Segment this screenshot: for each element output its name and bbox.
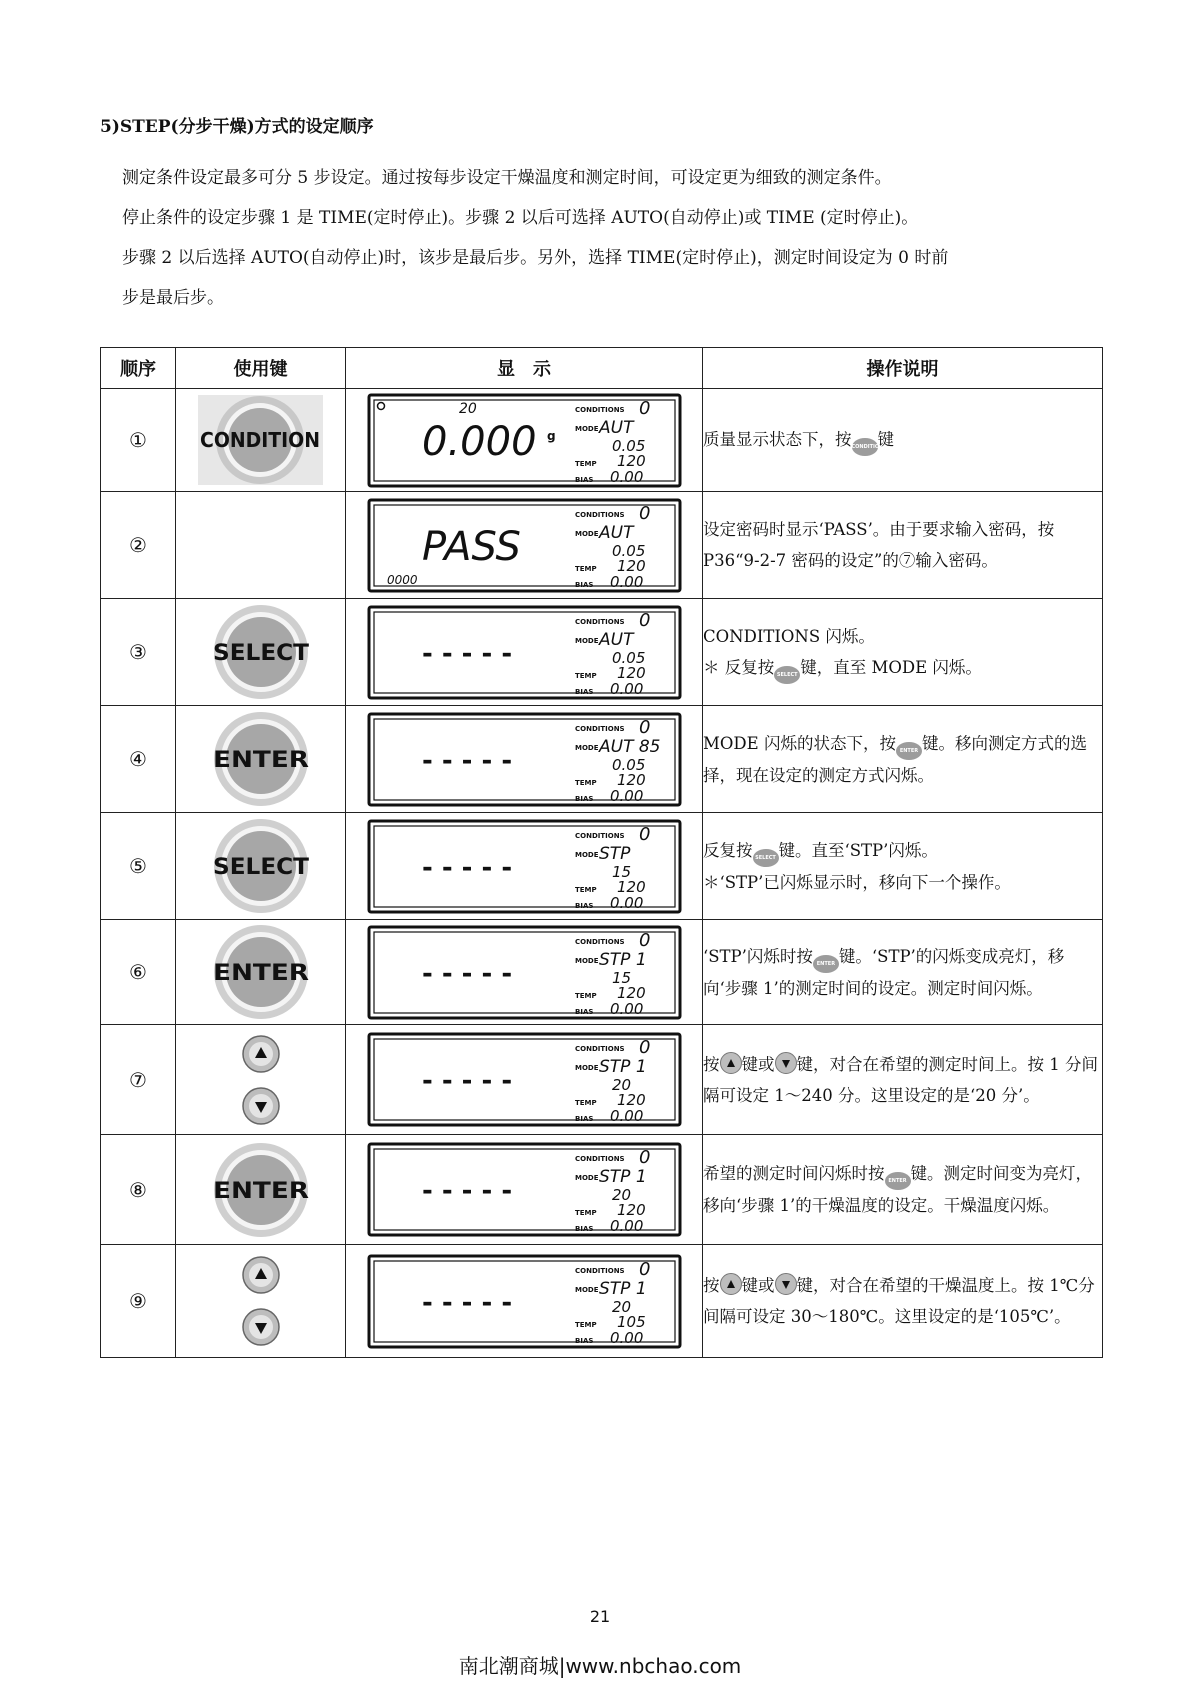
lcd-bias-value: 0.00: [609, 786, 643, 805]
lcd-conditions-label: CONDITIONS: [574, 405, 625, 414]
description-text: ‘STP’闪烁时按: [703, 946, 813, 966]
description-text: 键，直至 MODE 闪烁。: [800, 657, 982, 677]
lcd-mode-label: MODE: [574, 529, 599, 538]
description-text: 键。‘STP’的闪烁变成亮灯，移向‘步骤 1’的测定时间的设定。测定时间闪烁。: [703, 946, 1065, 998]
lcd-conditions-value: 0: [638, 1147, 650, 1168]
description-paragraph: [703, 728, 1102, 791]
footer-watermark: 南北潮商城|www.nbchao.com: [458, 1654, 742, 1678]
description-paragraph: [703, 652, 1102, 684]
lcd-temp-label: TEMP: [574, 564, 597, 573]
table-row: [101, 492, 1103, 599]
down-arrow-icon: [775, 1273, 797, 1295]
lcd-conditions-value: 0: [638, 716, 650, 738]
table-row: [101, 1245, 1103, 1358]
lcd-mid-value: 20: [611, 1297, 631, 1316]
table-row: [101, 1135, 1103, 1245]
lcd-mode-value: AUT: [598, 522, 633, 543]
enter-button[interactable]: [176, 1140, 345, 1240]
lcd-temp-value: 105: [616, 1312, 646, 1331]
enter-key-icon: ENTER: [885, 1172, 911, 1190]
lcd-conditions-label: CONDITIONS: [574, 724, 625, 733]
lcd-mid-value: 15: [611, 968, 631, 987]
lcd-conditions-label: CONDITIONS: [574, 1266, 625, 1275]
lcd-mode-value: STP 1: [598, 1278, 647, 1299]
lcd-conditions-value: 0: [638, 397, 650, 419]
lcd-display: [346, 1142, 702, 1237]
lcd-temp-value: 120: [616, 877, 646, 896]
header-order: 顺序: [101, 348, 176, 389]
button-label: ENTER: [212, 1178, 309, 1204]
button-label: ENTER: [212, 961, 309, 986]
lcd-conditions-value: 0: [638, 609, 650, 631]
description-paragraph: [703, 1270, 1102, 1332]
lcd-mid-value: 0.05: [611, 436, 645, 455]
lcd-temp-label: TEMP: [574, 1099, 597, 1107]
description-text: 设定密码时显示‘PASS’。由于要求输入密码，按 P36“9-2-7 密码的设定”的⑦输入密码。: [703, 520, 1055, 570]
condition-key-icon: CONDITION: [852, 438, 878, 456]
arrow-key-group: [176, 1255, 345, 1347]
button-label: CONDITION: [200, 428, 320, 452]
lcd-dash-readout: - - - - -: [421, 1287, 512, 1318]
up-arrow-button[interactable]: [241, 1255, 281, 1295]
lcd-main-readout: PASS: [421, 523, 521, 570]
lcd-temp-label: TEMP: [574, 459, 597, 468]
lcd-display: [346, 1254, 702, 1349]
lcd-temp-value: 120: [616, 770, 646, 789]
intro-line: 测定条件设定最多可分 5 步设定。通过按每步设定干燥温度和测定时间，可设定更为细致的测定条件。: [122, 168, 892, 188]
table-row: [101, 1025, 1103, 1135]
lcd-mid-value: 15: [611, 862, 631, 881]
arrow-key-group: [176, 1034, 345, 1126]
lcd-conditions-label: CONDITIONS: [574, 510, 625, 519]
description-cell: [703, 599, 1103, 706]
step-number: ②: [101, 492, 176, 599]
header-key: 使用键: [176, 348, 346, 389]
lcd-conditions-value: 0: [638, 1258, 650, 1280]
display-cell: [346, 492, 703, 599]
table-row: [101, 389, 1103, 492]
display-cell: [346, 1135, 703, 1245]
lcd-temp-value: 120: [616, 1091, 646, 1109]
select-button[interactable]: [176, 602, 345, 702]
lcd-temp-label: TEMP: [574, 1320, 597, 1329]
description-paragraph: [703, 867, 1102, 898]
lcd-top-temp: 20: [458, 400, 477, 417]
key-cell: [176, 599, 346, 706]
description-cell: [703, 706, 1103, 813]
display-cell: [346, 920, 703, 1025]
lcd-mode-value: STP 1: [598, 1167, 647, 1187]
description-text: 键，对合在希望的测定时间上。按 1 分间隔可设定 1～240 分。这里设定的是‘20 分’。: [703, 1054, 1098, 1105]
step-number: ③: [101, 599, 176, 706]
lcd-bias-label: BIAS: [574, 1336, 593, 1345]
intro-line: 停止条件的设定步骤 1 是 TIME(定时停止)。步骤 2 以后可选择 AUTO(自动停止)或 TIME (定时停止)。: [122, 208, 919, 228]
description-text: 按: [703, 1054, 720, 1074]
lcd-bias-value: 0.00: [609, 572, 643, 591]
down-arrow-icon: [775, 1052, 797, 1074]
up-arrow-icon: [720, 1273, 742, 1295]
description-text: CONDITIONS 闪烁。: [703, 626, 875, 646]
description-paragraph: [703, 941, 1102, 1004]
select-key-icon: SELECT: [774, 666, 800, 684]
step-number: ⑥: [101, 920, 176, 1025]
lcd-conditions-label: CONDITIONS: [574, 617, 625, 626]
lcd-mode-value: AUT: [598, 417, 633, 438]
lcd-dash-readout: - - - - -: [421, 745, 512, 776]
intro-line: 步骤 2 以后选择 AUTO(自动停止)时，该步是最后步。另外，选择 TIME(定时停止)，测定时间设定为 0 时前: [122, 248, 949, 268]
button-label: ENTER: [212, 748, 309, 773]
lcd-bias-label: BIAS: [574, 1225, 593, 1233]
description-text: ＊‘STP’已闪烁显示时，移向下一个操作。: [703, 872, 1011, 892]
key-cell: [176, 492, 346, 599]
table-row: [101, 599, 1103, 706]
step-number: ⑦: [101, 1025, 176, 1135]
lcd-mode-label: MODE: [574, 636, 599, 645]
lcd-conditions-label: CONDITIONS: [574, 1045, 625, 1053]
display-cell: [346, 599, 703, 706]
description-text: 反复按: [703, 840, 753, 860]
description-paragraph: [703, 835, 1102, 867]
lcd-bias-label: BIAS: [574, 901, 593, 910]
lcd-mode-label: MODE: [574, 1285, 599, 1294]
description-text: 键: [877, 430, 894, 449]
intro-line: 步是最后步。: [122, 288, 224, 308]
header-description: 操作说明: [703, 348, 1103, 389]
description-text: 按: [703, 1276, 720, 1295]
lcd-bias-value: 0.00: [609, 1328, 643, 1347]
description-text: 键。测定时间变为亮灯，移向‘步骤 1’的干燥温度的设定。干燥温度闪烁。: [703, 1164, 1092, 1215]
lcd-conditions-value: 0: [638, 823, 650, 845]
select-button[interactable]: [176, 816, 345, 916]
lcd-mode-value: AUT: [598, 629, 633, 650]
description-paragraph: [703, 1049, 1102, 1111]
step-number: ⑤: [101, 813, 176, 920]
description-text: ＊ 反复按: [703, 657, 775, 677]
select-key-icon: SELECT: [753, 849, 779, 867]
lcd-mid-value: 20: [611, 1186, 631, 1204]
button-label: SELECT: [212, 641, 309, 666]
lcd-mode-label: MODE: [574, 1064, 599, 1072]
lcd-mode-value: STP: [598, 843, 630, 864]
key-cell: [176, 1025, 346, 1135]
lcd-display: [346, 1032, 702, 1127]
description-paragraph: [703, 1158, 1102, 1221]
procedure-table: [100, 347, 1103, 1358]
description-text: 键。直至‘STP’闪烁。: [778, 840, 938, 860]
lcd-bias-label: BIAS: [574, 580, 593, 589]
lcd-bias-value: 0.00: [609, 679, 643, 698]
lcd-bias-value: 0.00: [609, 1217, 643, 1235]
lcd-bias-label: BIAS: [574, 1007, 593, 1016]
description-cell: [703, 813, 1103, 920]
description-paragraph: [703, 424, 1102, 456]
lcd-display: [346, 712, 702, 807]
lcd-unit: g: [546, 428, 556, 443]
button-label: SELECT: [212, 855, 309, 880]
lcd-dash-readout: - - - - -: [421, 958, 512, 989]
lcd-bias-label: BIAS: [574, 687, 593, 696]
table-row: [101, 706, 1103, 813]
display-cell: [346, 1245, 703, 1358]
description-cell: [703, 1245, 1103, 1358]
page-number: 21: [589, 1607, 611, 1626]
lcd-dash-readout: - - - - -: [421, 852, 512, 883]
step-number: ①: [101, 389, 176, 492]
lcd-bias-label: BIAS: [574, 475, 593, 484]
lcd-conditions-label: CONDITIONS: [574, 1155, 625, 1163]
lcd-bias-value: 0.00: [609, 999, 643, 1018]
description-cell: [703, 920, 1103, 1025]
description-cell: [703, 492, 1103, 599]
lcd-mode-label: MODE: [574, 1174, 599, 1182]
key-cell: [176, 813, 346, 920]
table-header-row: [101, 348, 1103, 389]
header-display: 显 示: [346, 348, 703, 389]
lcd-bias-label: BIAS: [574, 794, 593, 803]
description-text: 质量显示状态下，按: [703, 430, 852, 449]
key-cell: [176, 1245, 346, 1358]
table-row: [101, 813, 1103, 920]
description-cell: [703, 389, 1103, 492]
lcd-conditions-label: CONDITIONS: [574, 831, 625, 840]
lcd-display: [346, 819, 702, 914]
step-number: ⑨: [101, 1245, 176, 1358]
lcd-temp-value: 120: [616, 1201, 646, 1219]
display-cell: [346, 706, 703, 813]
enter-key-icon: ENTER: [813, 955, 839, 973]
description-text: 键或: [741, 1054, 775, 1074]
description-text: 键。移向测定方式的选择，现在设定的测定方式闪烁。: [703, 733, 1087, 785]
lcd-mode-value: AUT 85: [598, 736, 660, 757]
lcd-mid-value: 0.05: [611, 755, 645, 774]
lcd-temp-label: TEMP: [574, 671, 597, 680]
description-text: MODE 闪烁的状态下，按: [703, 733, 896, 753]
down-arrow-button[interactable]: [241, 1086, 281, 1126]
lcd-code-readout: 0000: [386, 572, 418, 587]
description-text: 键，对合在希望的干燥温度上。按 1℃分间隔可设定 30～180℃。这里设定的是‘105℃’。: [703, 1276, 1095, 1326]
enter-button[interactable]: [176, 709, 345, 809]
lcd-dash-readout: - - - - -: [421, 1066, 512, 1096]
lcd-temp-value: 120: [616, 983, 646, 1002]
lcd-bias-value: 0.00: [609, 467, 643, 486]
lcd-mid-value: 0.05: [611, 648, 645, 667]
lcd-bias-value: 0.00: [609, 893, 643, 912]
step-number: ⑧: [101, 1135, 176, 1245]
key-cell: [176, 920, 346, 1025]
lcd-temp-label: TEMP: [574, 885, 597, 894]
lcd-mode-label: MODE: [574, 743, 599, 752]
lcd-mode-label: MODE: [574, 956, 599, 965]
lcd-bias-label: BIAS: [574, 1115, 593, 1123]
lcd-temp-value: 120: [616, 556, 646, 575]
lcd-mode-label: MODE: [574, 424, 599, 433]
lcd-mode-label: MODE: [574, 850, 599, 859]
lcd-dash-readout: - - - - -: [421, 638, 512, 669]
lcd-display: [346, 925, 702, 1020]
table-row: [101, 920, 1103, 1025]
description-paragraph: [703, 621, 1102, 652]
lcd-temp-label: TEMP: [574, 1209, 597, 1217]
description-text: 键或: [741, 1276, 775, 1295]
lcd-conditions-value: 0: [638, 1037, 650, 1058]
condition-button[interactable]: [176, 395, 345, 485]
lcd-temp-label: TEMP: [574, 778, 597, 787]
lcd-conditions-label: CONDITIONS: [574, 937, 625, 946]
lcd-conditions-value: 0: [638, 929, 650, 951]
display-cell: [346, 389, 703, 492]
lcd-bias-value: 0.00: [609, 1107, 643, 1125]
lcd-temp-label: TEMP: [574, 991, 597, 1000]
key-cell: [176, 706, 346, 813]
description-text: 希望的测定时间闪烁时按: [703, 1164, 885, 1183]
lcd-display: [346, 498, 702, 593]
lcd-dash-readout: - - - - -: [421, 1176, 512, 1206]
key-cell: [176, 1135, 346, 1245]
section-heading: 5)STEP(分步干燥)方式的设定顺序: [100, 117, 374, 137]
lcd-mid-value: 20: [611, 1076, 631, 1094]
description-cell: [703, 1025, 1103, 1135]
lcd-conditions-value: 0: [638, 502, 650, 524]
display-cell: [346, 813, 703, 920]
key-cell: [176, 389, 346, 492]
intro-text: [122, 158, 1122, 318]
lcd-mode-value: STP 1: [598, 1057, 647, 1077]
description-paragraph: [703, 514, 1102, 576]
lcd-mid-value: 0.05: [611, 541, 645, 560]
enter-key-icon: ENTER: [896, 742, 922, 760]
lcd-temp-value: 120: [616, 663, 646, 682]
lcd-main-readout: 0.000: [421, 418, 537, 465]
lcd-display: [346, 393, 702, 488]
up-arrow-icon: [720, 1052, 742, 1074]
lcd-mode-value: STP 1: [598, 949, 647, 970]
enter-button[interactable]: [176, 922, 345, 1022]
up-arrow-button[interactable]: [241, 1034, 281, 1074]
step-number: ④: [101, 706, 176, 813]
lcd-display: [346, 605, 702, 700]
lcd-temp-value: 120: [616, 451, 646, 470]
display-cell: [346, 1025, 703, 1135]
description-cell: [703, 1135, 1103, 1245]
down-arrow-button[interactable]: [241, 1307, 281, 1347]
